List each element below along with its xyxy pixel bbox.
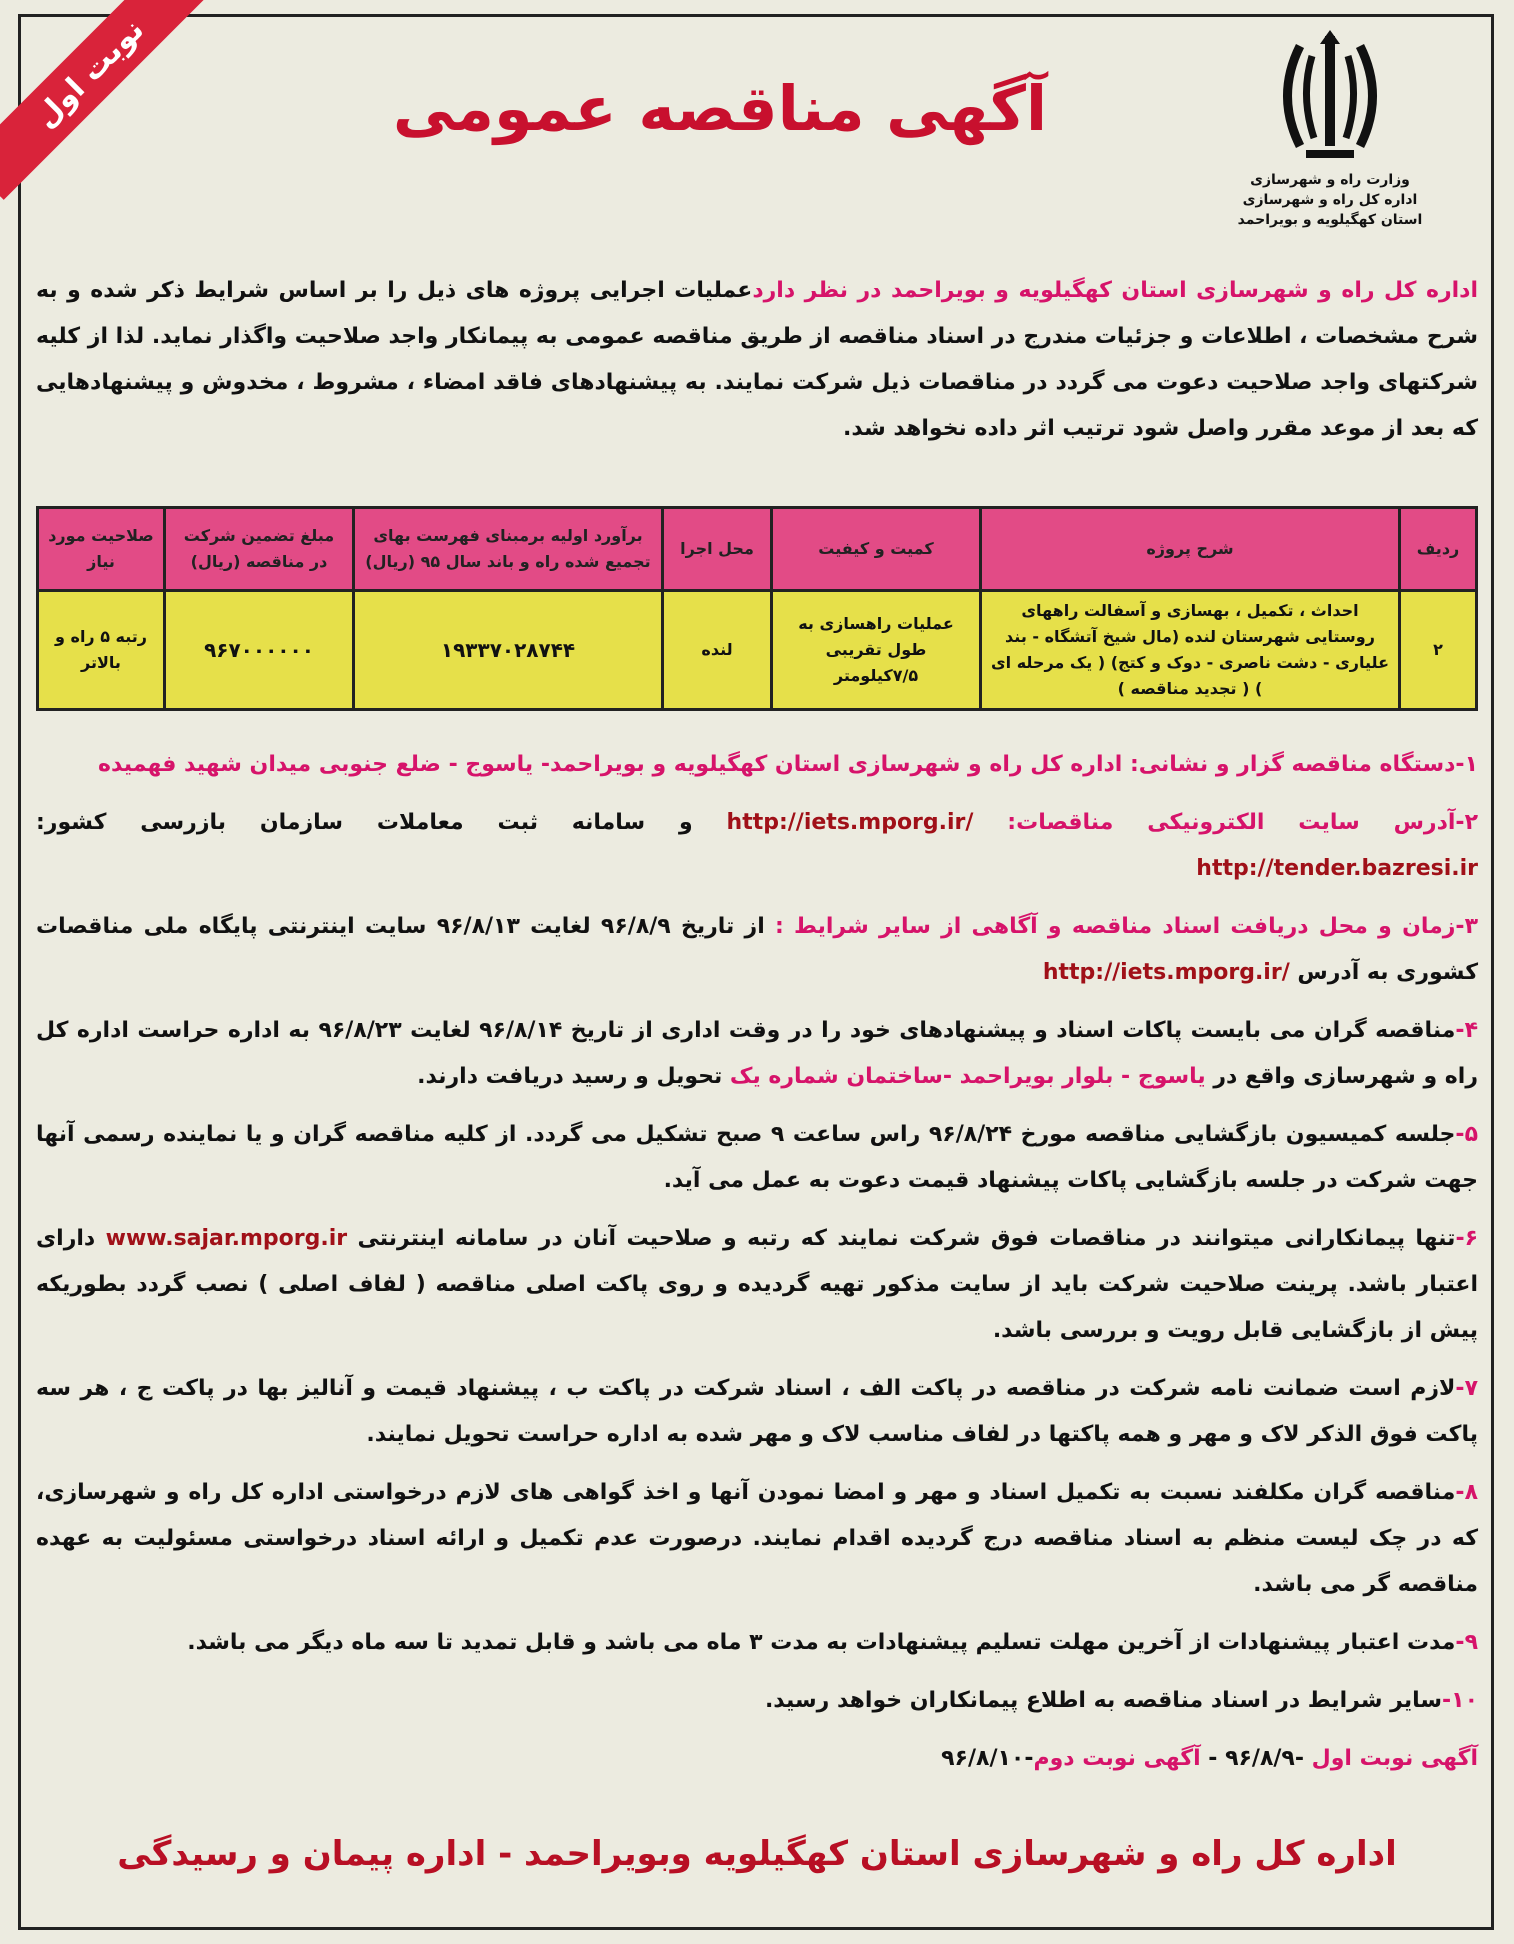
intro-highlight: اداره کل راه و شهرسازی استان کهگیلویه و بویراحمد در نظر دارد [752,278,1478,303]
tender-bazresi-link[interactable]: http://tender.bazresi.ir [1196,856,1478,881]
iran-emblem-icon [1270,26,1390,166]
list-item: ۱۰-سایر شرایط در اسناد مناقصه به اطلاع پیمانکاران خواهد رسید. [764,1688,1478,1713]
table-cell: رتبه ۵ راه و بالاتر [38,591,165,710]
table-header-row [38,508,1477,591]
header-cell: ردیف [1400,508,1477,591]
list-item: ۳-زمان و محل دریافت اسناد مناقصه و آگاهی از سایر شرایط : از تاریخ ۹۶/۸/۹ لغایت ۹۶/۸/۱۳ سایت اینترنتی پایگاه ملی مناقصات کشوری به آدرس http://iets.mporg.ir/ [36,914,1479,985]
iets-link[interactable]: http://iets.mporg.ir/ [726,810,974,835]
table-cell: عملیات راهسازی به طول تقریبی ۷/۵کیلومتر [772,591,981,710]
intro-text: عملیات اجرایی پروژه های ذیل را بر اساس شرایط ذکر شده و به شرح مشخصات ، اطلاعات و جزئیات مندرج در اسناد مناقصه از طریق مناقصه عمومی به پیمانکار واجد صلاحیت واگذار نماید. لذا از کلیه شرکتهای واجد صلاحیت دعوت می گردد در مناقصات ذیل شرکت نمایند. به پیشنهادهای فاقد امضاء ، مشروط ، مخدوش و پیشنهادهایی که بعد از موعد مقرر واصل شود ترتیب اثر داده نخواهد شد. [36,278,1478,441]
list-item: ۹-مدت اعتبار پیشنهادات از آخرین مهلت تسلیم پیشنهادات به مدت ۳ ماه می باشد و قابل تمدید تا سه ماه دیگر می باشد. [187,1630,1478,1655]
table-cell: لنده [663,591,772,710]
table-cell: احداث ، تکمیل ، بهسازی و آسفالت راههای روستایی شهرستان لنده (مال شیخ آتشگاه - بند علیاری - دشت ناصری - دوک و کتج) ( یک مرحله ای ) ( تجدید مناقصه ) [981,591,1400,710]
iets-link[interactable]: http://iets.mporg.ir/ [1042,960,1290,985]
list-item: ۴-مناقصه گران می بایست پاکات اسناد و پیشنهادهای خود را در وقت اداری از تاریخ ۹۶/۸/۱۴ لغایت ۹۶/۸/۲۳ به اداره حراست اداره کل راه و شهرسازی واقع در یاسوج - بلوار بویراحمد -ساختمان شماره یک تحویل و رسید دریافت دارند. [36,1018,1478,1089]
table-cell: ۹۶۷۰۰۰۰۰۰ [165,591,354,710]
header-cell: کمیت و کیفیت [772,508,981,591]
footer-signature: اداره کل راه و شهرسازی استان کهگیلویه وبویراحمد - اداره پیمان و رسیدگی [117,1834,1397,1874]
list-item: ۶-تنها پیمانکارانی میتوانند در مناقصات فوق شرکت نمایند که رتبه و صلاحیت آنان در سامانه اینترنتی www.sajar.mporg.ir دارای اعتبار باشد. پرینت صلاحیت شرکت باید از سایت مذکور تهیه گردیده و روی پاکت اصلی مناقصه ( لفاف اصلی ) نصب گردد بطوریکه پیش از بازگشایی قابل رویت و بررسی باشد. [36,1226,1479,1343]
list-item: ۸-مناقصه گران مکلفند نسبت به تکمیل اسناد و مهر و امضا نمودن آنها و اخذ گواهی های لازم درخواستی اداره کل راه و شهرسازی، که در چک لیست منظم به اسناد مناقصه درج گردیده اقدام نمایند. درصورت عدم تکمیل و ارائه اسناد درخواستی مسئولیت به عهده مناقصه گر می باشد. [36,1480,1478,1597]
list-item: ۵-جلسه کمیسیون بازگشایی مناقصه مورخ ۹۶/۸/۲۴ راس ساعت ۹ صبح تشکیل می گردد. از کلیه مناقصه گران و یا نماینده رسمی آنها جهت شرکت در جلسه بازگشایی پاکات پیشنهاد قیمت دعوت به عمل می آید. [36,1122,1478,1193]
list-item: ۱-دستگاه مناقصه گزار و نشانی: اداره کل راه و شهرسازی استان کهگیلویه و بویراحمد- یاسوج - ضلع جنوبی میدان شهید فهمیده [98,752,1478,777]
publication-dates: آگهی نوبت اول -۹۶/۸/۹ - آگهی نوبت دوم-۹۶/۸/۱۰ [941,1746,1478,1771]
organization-label [1220,170,1440,230]
table-cell: ۱۹۳۳۷۰۲۸۷۴۴ [354,591,663,710]
table-cell: ۲ [1400,591,1477,710]
notice-title: آگهی مناقصه عمومی [392,72,1048,145]
header-cell: شرح پروژه [981,508,1400,591]
list-item: ۷-لازم است ضمانت نامه شرکت در مناقصه در پاکت الف ، اسناد شرکت در پاکت ب ، پیشنهاد قیمت و آنالیز بها در پاکت ج ، هر سه پاکت فوق الذکر لاک و مهر و همه پاکتها در لفاف مناسب لاک و مهر شده به اداره حراست تحویل نمایند. [36,1376,1478,1447]
sajar-link[interactable]: www.sajar.mporg.ir [105,1226,348,1251]
header-cell: برآورد اولیه برمبنای فهرست بهای تجمیع شده راه و باند سال ۹۵ (ریال) [354,508,663,591]
conditions-list [36,742,1478,1794]
tender-table [36,506,1478,711]
org-line: وزارت راه و شهرسازی [1250,172,1410,188]
intro-paragraph [36,268,1478,452]
list-item: ۲-آدرس سایت الکترونیکی مناقصات: http://iets.mporg.ir/ و سامانه ثبت معاملات سازمان بازرسی کشور: http://tender.bazresi.ir [36,810,1478,881]
org-line: اداره کل راه و شهرسازی [1242,192,1418,208]
org-line: استان کهگیلویه و بویراحمد [1237,212,1423,228]
table-row [38,591,1477,710]
first-notice-ribbon: نوبت اول [0,0,216,200]
header-cell: محل اجرا [663,508,772,591]
header-cell: مبلغ تضمین شرکت در مناقصه (ریال) [165,508,354,591]
header-cell: صلاحیت مورد نیاز [38,508,165,591]
